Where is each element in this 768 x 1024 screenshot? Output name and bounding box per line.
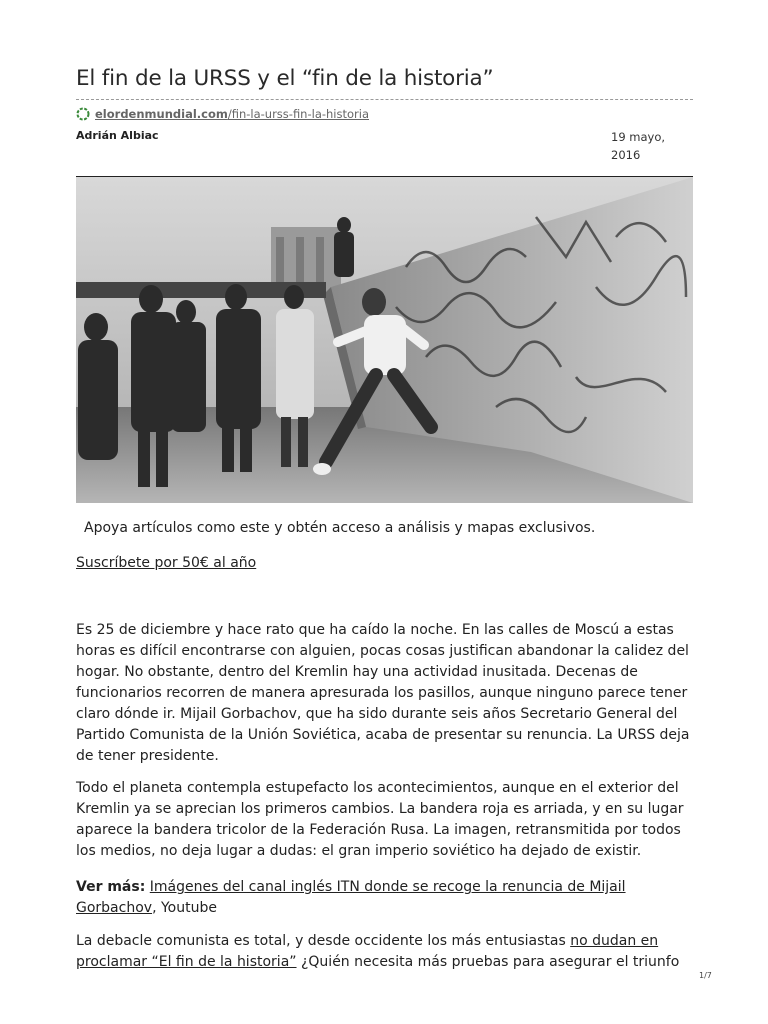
title-divider [76,99,693,100]
author-name: Adrián Albiac [76,129,159,142]
article-title: El fin de la URSS y el “fin de la historia” [76,66,494,91]
paragraph-4-prefix: La debacle comunista es total, y desde occidente los más entusiastas [76,933,571,949]
berlin-wall-photo [76,177,693,503]
support-message: Apoya artículos como este y obtén acceso a análisis y mapas exclusivos. [84,520,596,536]
itn-video-link[interactable]: Imágenes del canal inglés ITN donde se recoge la renuncia de Mijail Gorbachov [76,879,626,916]
end-of-history-link[interactable]: no dudan en proclamar “El fin de la historia” [76,933,659,970]
publish-date-line2: 2016 [611,148,641,162]
paragraph-4-suffix: ¿Quién necesita más pruebas para asegurar el triunfo [296,954,680,970]
paragraph-3-suffix: , Youtube [152,900,217,916]
source-domain[interactable]: elordenmundial.com [95,107,228,121]
subscribe-link[interactable]: Suscríbete por 50€ al año [76,555,257,571]
see-more-label: Ver más: [76,879,146,895]
paragraph-2: Todo el planeta contempla estupefacto los acontecimientos, aunque en el exterior del Kremlin ya se aprecian los primeros cambios. La bandera roja es arriada, y en su lugar aparece la bandera tricolor de la Federación Rusa. La imagen, retransmitida por todos los medios, no deja lugar a dudas: el gran imperio soviético ha dejado de existir. [76,780,684,859]
paragraph-3 [76,877,696,919]
site-favicon-icon [76,107,90,121]
publish-date-line1: 19 mayo, [611,130,666,144]
paragraph-1: Es 25 de diciembre y hace rato que ha caído la noche. En las calles de Moscú a estas horas es difícil encontrarse con alguien, pocas cosas justifican abandonar la calidez del hogar. No obstante, dentro del Kremlin hay una actividad inusitada. Decenas de funcionarios recorren de manera apresurada los pasillos, aunque ninguno parece tener claro dónde ir. Mijail Gorbachov, que ha sido durante seis años Secretario General del Partido Comunista de la Unión Soviética, acaba de presentar su renuncia. La URSS deja de tener presidente. [76,622,690,764]
source-path[interactable]: /fin-la-urss-fin-la-historia [227,107,370,121]
paragraph-4 [76,931,696,973]
publish-date [611,128,691,164]
source-link[interactable] [76,105,369,123]
page-number: 1/7 [699,971,712,980]
